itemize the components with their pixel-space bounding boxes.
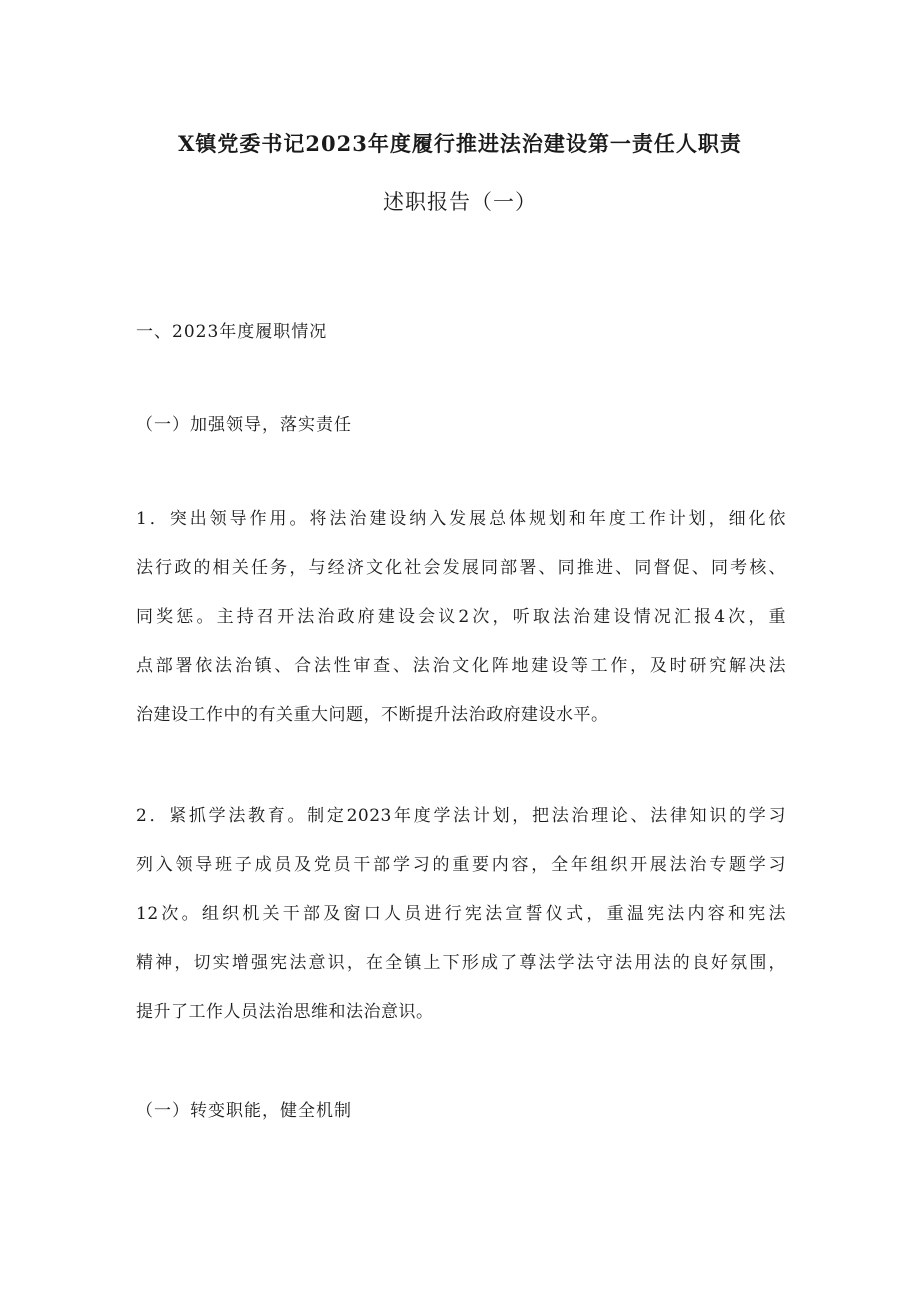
document-title-line-2: 述职报告（一） — [383, 190, 537, 214]
paragraph-line: 2．紧抓学法教育。制定2023年度学法计划，把法治理论、法律知识的学习 — [136, 806, 786, 826]
paragraph-line: 同奖惩。主持召开法治政府建设会议2次，听取法治建设情况汇报4次，重 — [136, 607, 786, 627]
paragraph-1 — [136, 495, 786, 740]
document-title-line-1: X镇党委书记2023年度履行推进法治建设第一责任人职责 — [178, 131, 742, 156]
subsection-heading: （一）加强领导，落实责任 — [136, 415, 352, 435]
paragraph-line: 精神，切实增强宪法意识，在全镇上下形成了尊法学法守法用法的良好氛围， — [136, 953, 786, 973]
paragraph-line: 列入领导班子成员及党员干部学习的重要内容，全年组织开展法治专题学习 — [136, 855, 786, 875]
paragraph-2 — [136, 792, 786, 1037]
paragraph-line: 1．突出领导作用。将法治建设纳入发展总体规划和年度工作计划，细化依 — [136, 509, 786, 529]
paragraph-line: 提升了工作人员法治思维和法治意识。 — [136, 1002, 434, 1022]
section-heading: 一、2023年度履职情况 — [136, 322, 328, 342]
paragraph-line: 法行政的相关任务，与经济文化社会发展同部署、同推进、同督促、同考核、 — [136, 558, 786, 578]
paragraph-line: 点部署依法治镇、合法性审查、法治文化阵地建设等工作，及时研究解决法 — [136, 656, 786, 676]
paragraph-line: 治建设工作中的有关重大问题，不断提升法治政府建设水平。 — [136, 705, 609, 725]
subsection-heading: （一）转变职能，健全机制 — [136, 1101, 352, 1121]
paragraph-line: 12次。组织机关干部及窗口人员进行宪法宣誓仪式，重温宪法内容和宪法 — [136, 904, 786, 924]
